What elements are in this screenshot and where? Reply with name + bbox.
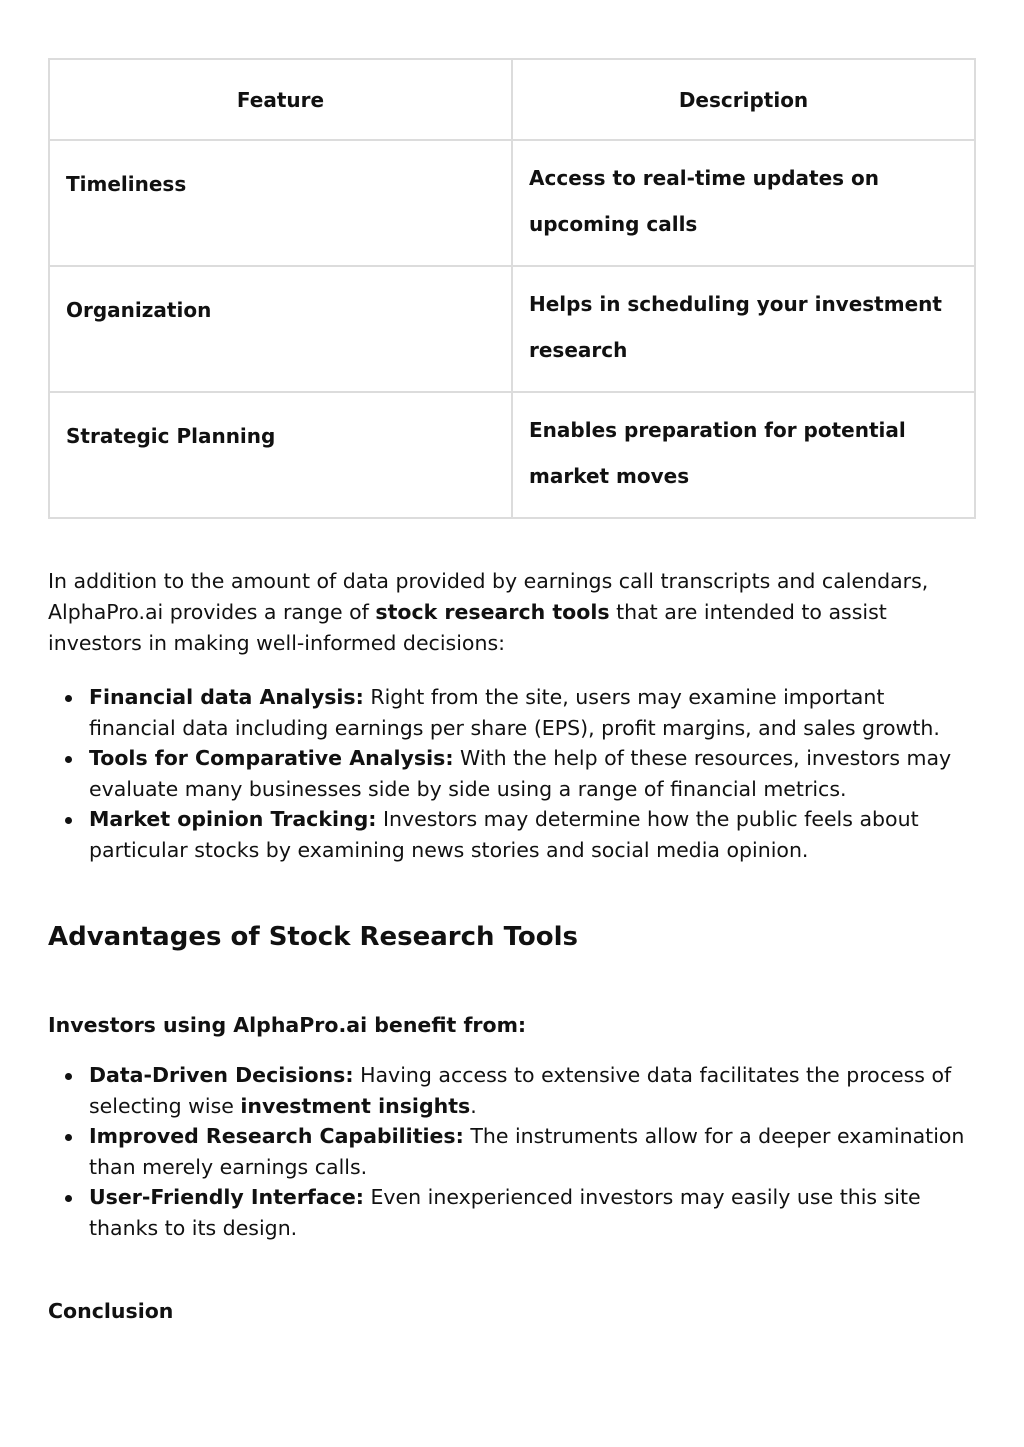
conclusion-heading: Conclusion	[48, 1299, 174, 1323]
list-item-text: The instruments allow for a deeper examination than merely earnings calls.	[89, 1124, 965, 1179]
feature-cell: Strategic Planning	[49, 392, 512, 518]
tools-list	[48, 682, 976, 865]
intro-paragraph	[48, 566, 976, 659]
table-row	[49, 266, 975, 392]
list-item-text: Investors may determine how the public feels about particular stocks by examining news stories and social media opinion.	[89, 807, 919, 862]
list-item	[48, 1121, 976, 1182]
list-item	[48, 743, 976, 804]
list-item-label: Market opinion Tracking:	[89, 807, 377, 831]
list-item-text: With the help of these resources, investors may evaluate many businesses side by side using a range of financial metrics.	[89, 746, 952, 801]
table-header-row	[49, 59, 975, 140]
description-cell: Helps in scheduling your investment research	[512, 266, 975, 392]
list-item-tail: .	[470, 1093, 477, 1118]
intro-text: In addition to the amount of data provided by earnings call transcripts and calendars, AlphaPro.ai provides a range of	[48, 569, 929, 624]
list-item-bold-text: investment insights	[240, 1093, 471, 1118]
feature-cell: Organization	[49, 266, 512, 392]
list-item	[48, 1060, 976, 1121]
advantages-list	[48, 1060, 976, 1243]
description-cell: Enables preparation for potential market moves	[512, 392, 975, 518]
list-item-label: User-Friendly Interface:	[89, 1185, 364, 1209]
description-cell: Access to real-time updates on upcoming calls	[512, 140, 975, 266]
table-row	[49, 392, 975, 518]
section-heading: Advantages of Stock Research Tools	[48, 922, 578, 952]
intro-bold-link-text: stock research tools	[375, 600, 610, 624]
list-item	[48, 682, 976, 743]
list-item-text: Even inexperienced investors may easily use this site thanks to its design.	[89, 1185, 921, 1240]
feature-cell: Timeliness	[49, 140, 512, 266]
list-item	[48, 1182, 976, 1243]
list-item-text: Right from the site, users may examine important financial data including earnings per share (EPS), profit margins, and sales growth.	[89, 685, 940, 740]
features-table	[48, 58, 976, 519]
document-page	[48, 58, 976, 1323]
table-row	[49, 140, 975, 266]
intro-text: that are intended to assist investors in making well-informed decisions:	[48, 600, 887, 655]
list-item-label: Improved Research Capabilities:	[89, 1124, 464, 1148]
list-item-label: Tools for Comparative Analysis:	[89, 746, 454, 770]
column-header-description: Description	[512, 59, 975, 140]
list-item	[48, 804, 976, 865]
list-item-label: Data-Driven Decisions:	[89, 1063, 354, 1087]
list-item-text: Having access to extensive data facilitates the process of selecting wise	[89, 1063, 952, 1118]
list-item-label: Financial data Analysis:	[89, 685, 364, 709]
section-subheading: Investors using AlphaPro.ai benefit from:	[48, 1013, 527, 1037]
column-header-feature: Feature	[49, 59, 512, 140]
